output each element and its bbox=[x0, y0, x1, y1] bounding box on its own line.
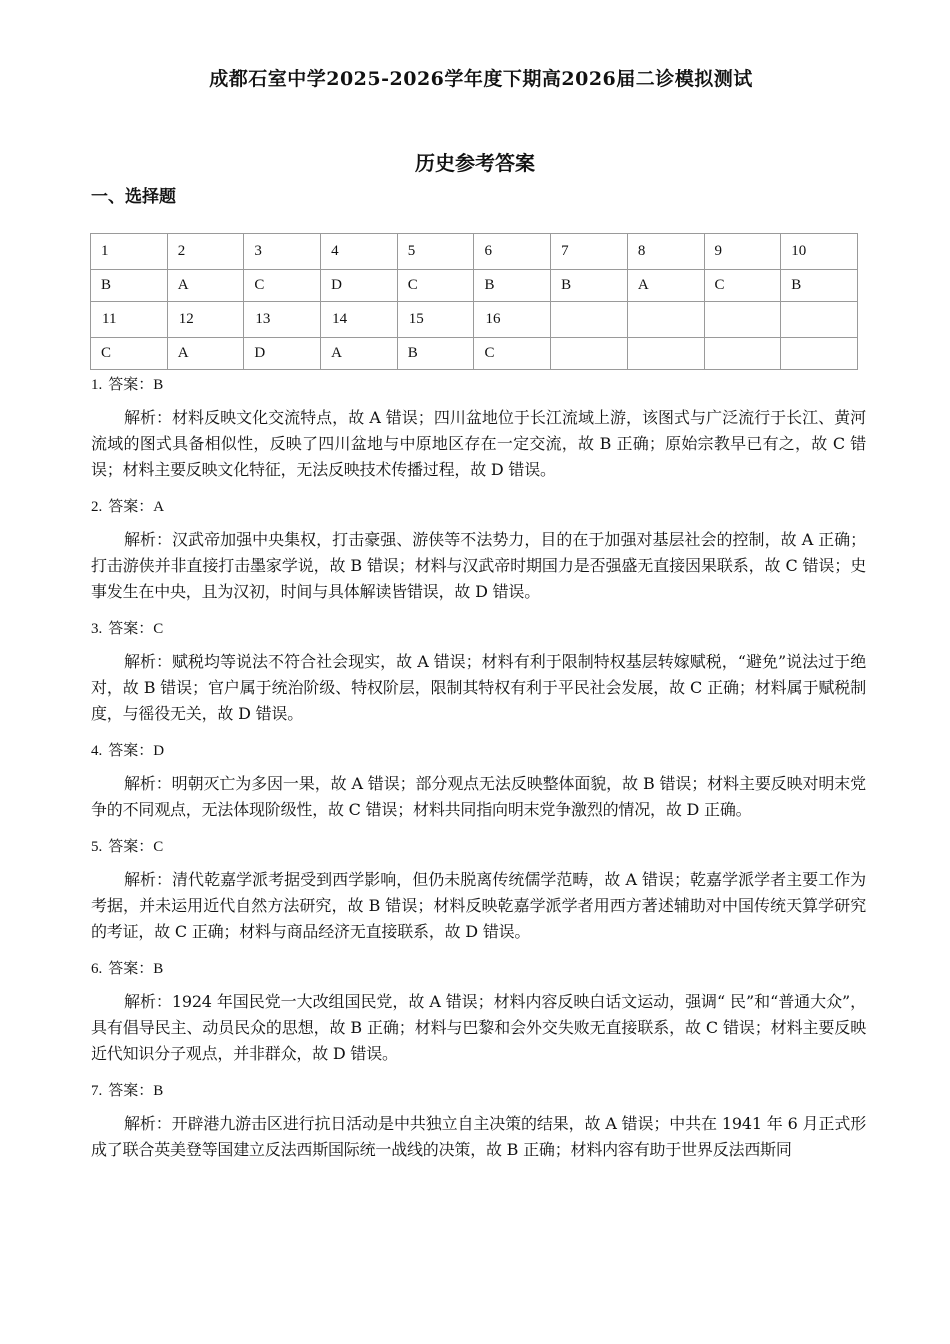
answer-cell bbox=[627, 338, 704, 370]
question-number: 1. bbox=[91, 377, 103, 393]
answer-text: 答案：B bbox=[108, 1083, 164, 1099]
question-number-row bbox=[91, 234, 858, 270]
question-number-cell bbox=[704, 302, 781, 338]
question-number-cell: 6 bbox=[474, 234, 551, 270]
analysis-paragraph: 解析：汉武帝加强中央集权，打击豪强、游侠等不法势力，目的在于加强对基层社会的控制，故 A 正确；打击游侠并非直接打击墨家学说，故 B 错误；材料与汉武帝时期国力是否强盛无直接因果联系，故 C 错误；史事发生在中央，且为汉初，时间与具体解读皆错误，故 D 错误。 bbox=[91, 530, 866, 601]
exam-title: 成都石室中学2025-2026学年度下期高2026届二诊模拟测试 bbox=[209, 68, 753, 90]
answer-explanations bbox=[91, 371, 866, 1173]
answer-line bbox=[91, 1077, 866, 1105]
question-number-cell bbox=[551, 302, 628, 338]
analysis-paragraph: 解析：清代乾嘉学派考据受到西学影响，但仍未脱离传统儒学范畴，故 A 错误；乾嘉学派学者主要工作为考据，并未运用近代自然方法研究，故 B 错误；材料反映乾嘉学派学者用西方著述辅助对中国传统天算学研究的考证，故 C 正确；材料与商品经济无直接联系，故 D 错误。 bbox=[91, 870, 866, 941]
analysis-paragraph: 解析：材料反映文化交流特点，故 A 错误；四川盆地位于长江流域上游，该图式与广泛流行于长江、黄河流域的图式具备相似性，反映了四川盆地与中原地区存在一定交流，故 B 正确；原始宗教早已有之，故 C 错误；材料主要反映文化特征，无法反映技术传播过程，故 D 错误。 bbox=[91, 408, 866, 479]
answer-cell bbox=[551, 338, 628, 370]
answer-cell: C bbox=[474, 338, 551, 370]
question-number: 3. bbox=[91, 621, 103, 637]
question-number-cell: 15 bbox=[397, 302, 474, 338]
analysis-paragraph: 解析：赋税均等说法不符合社会现实，故 A 错误；材料有利于限制特权基层转嫁赋税，“避免”说法过于绝对，故 B 错误；官户属于统治阶级、特权阶层，限制其特权有利于平民社会发展，故 C 正确；材料属于赋税制度，与徭役无关，故 D 错误。 bbox=[91, 652, 866, 723]
answer-row bbox=[91, 338, 858, 370]
question-number-cell: 11 bbox=[91, 302, 168, 338]
question-number-cell: 3 bbox=[244, 234, 321, 270]
answer-line bbox=[91, 371, 866, 399]
question-number-cell: 10 bbox=[781, 234, 858, 270]
question-number-cell: 8 bbox=[627, 234, 704, 270]
answer-cell: A bbox=[167, 338, 244, 370]
question-number-cell: 5 bbox=[397, 234, 474, 270]
question-number: 2. bbox=[91, 499, 103, 515]
answer-item bbox=[91, 615, 866, 727]
answer-row bbox=[91, 270, 858, 302]
analysis-paragraph: 解析：明朝灭亡为多因一果，故 A 错误；部分观点无法反映整体面貌，故 B 错误；材料主要反映对明末党争的不同观点，无法体现阶级性，故 C 错误；材料共同指向明末党争激烈的情况，故 D 正确。 bbox=[91, 774, 866, 819]
answer-cell: A bbox=[321, 338, 398, 370]
question-number-cell: 16 bbox=[474, 302, 551, 338]
answer-cell: C bbox=[704, 270, 781, 302]
answer-cell bbox=[704, 338, 781, 370]
answer-cell: B bbox=[781, 270, 858, 302]
question-number-row bbox=[91, 302, 858, 338]
answer-text: 答案：B bbox=[108, 377, 164, 393]
answer-cell: B bbox=[397, 338, 474, 370]
answer-line bbox=[91, 737, 866, 765]
answer-cell: D bbox=[321, 270, 398, 302]
answer-cell: A bbox=[167, 270, 244, 302]
answer-text: 答案：B bbox=[108, 961, 164, 977]
question-number: 5. bbox=[91, 839, 103, 855]
document-title: 历史参考答案 bbox=[415, 151, 535, 175]
answer-line bbox=[91, 493, 866, 521]
answer-cell: C bbox=[91, 338, 168, 370]
question-number-cell: 2 bbox=[167, 234, 244, 270]
question-number-cell: 14 bbox=[321, 302, 398, 338]
analysis-paragraph: 解析：1924 年国民党一大改组国民党，故 A 错误；材料内容反映白话文运动，强调“ 民”和“普通大众”，具有倡导民主、动员民众的思想，故 B 正确；材料与巴黎和会外交失败无直接联系，故 C 错误；材料主要反映近代知识分子观点，并非群众，故 D 错误。 bbox=[91, 992, 866, 1063]
section-heading: 一、选择题 bbox=[91, 187, 176, 207]
answer-text: 答案：C bbox=[108, 839, 164, 855]
question-number-cell bbox=[781, 302, 858, 338]
answer-cell: D bbox=[244, 338, 321, 370]
question-number-cell: 9 bbox=[704, 234, 781, 270]
answer-item bbox=[91, 493, 866, 605]
answer-text: 答案：D bbox=[108, 743, 165, 759]
question-number-cell: 13 bbox=[244, 302, 321, 338]
answer-line bbox=[91, 615, 866, 643]
answer-cell: B bbox=[474, 270, 551, 302]
answer-item bbox=[91, 1077, 866, 1163]
analysis-paragraph: 解析：开辟港九游击区进行抗日活动是中共独立自主决策的结果，故 A 错误；中共在 1941 年 6 月正式形成了联合英美登等国建立反法西斯国际统一战线的决策，故 B 正确；材料内容有助于世界反法西斯同 bbox=[91, 1114, 866, 1159]
question-number: 4. bbox=[91, 743, 103, 759]
answer-text: 答案：C bbox=[108, 621, 164, 637]
answer-item bbox=[91, 371, 866, 483]
answer-key-table bbox=[90, 233, 858, 370]
answer-line bbox=[91, 833, 866, 861]
question-number: 6. bbox=[91, 961, 103, 977]
question-number: 7. bbox=[91, 1083, 103, 1099]
answer-item bbox=[91, 737, 866, 823]
question-number-cell: 7 bbox=[551, 234, 628, 270]
answer-item bbox=[91, 833, 866, 945]
question-number-cell bbox=[627, 302, 704, 338]
answer-item bbox=[91, 955, 866, 1067]
answer-cell: B bbox=[551, 270, 628, 302]
answer-line bbox=[91, 955, 866, 983]
answer-cell: C bbox=[244, 270, 321, 302]
question-number-cell: 1 bbox=[91, 234, 168, 270]
answer-text: 答案：A bbox=[108, 499, 165, 515]
answer-cell: A bbox=[627, 270, 704, 302]
question-number-cell: 12 bbox=[167, 302, 244, 338]
question-number-cell: 4 bbox=[321, 234, 398, 270]
answer-cell bbox=[781, 338, 858, 370]
answer-cell: C bbox=[397, 270, 474, 302]
answer-cell: B bbox=[91, 270, 168, 302]
